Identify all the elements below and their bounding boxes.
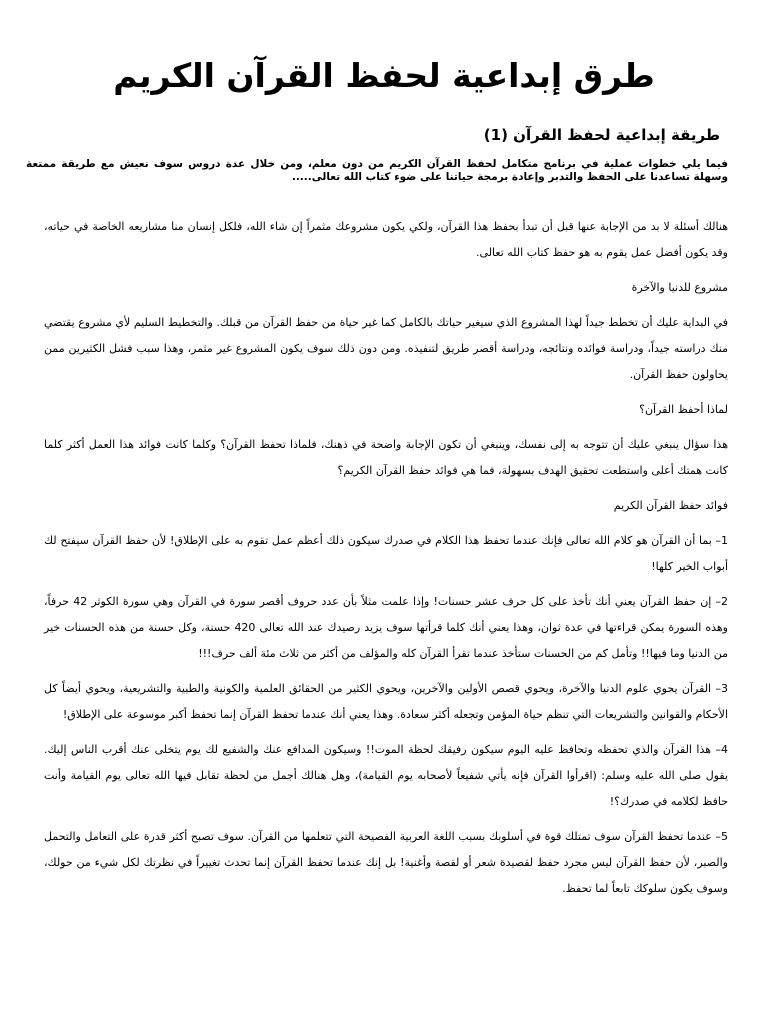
body-paragraph: هذا سؤال ينبغي عليك أن تتوجه به إلى نفسك، وينبغي أن تكون الإجابة واضحة في ذهنك، فلماذا تحفظ القرآن؟ وكلما كانت فوائد هذا العمل أكثر كلما كانت همتك أعلى واستطعت تحقيق الهدف بسهولة، فما هي فوائد حفظ القرآن الكريم؟ [44, 438, 728, 477]
section-heading: فوائد حفظ القرآن الكريم [613, 499, 728, 512]
section-subtitle: طريقة إبداعية لحفظ القرآن (1) [483, 126, 720, 144]
benefit-item: 5– عندما تحفظ القرآن سوف تمتلك قوة في أسلوبك بسبب اللغة العربية الفصيحة التي تتعلمها من القرآن. سوف تصبح أكثر قدرة على التعامل والتحمل والصبر، لأن حفظ القرآن ليس مجرد حفظ لقصيدة شعر أو لقصة وأغنية! بل إنك عندما تحفظ القرآن إنما تحدث تغييراً في نظرتك لكل شيء من حولك، وسوف يكون سلوكك تابعاً لما تحفظ. [44, 830, 728, 895]
intro-paragraph: فيما يلي خطوات عملية في برنامج متكامل لحفظ القرآن الكريم من دون معلم، ومن خلال عدة دروس سوف نعيش مع طريقة ممتعة وسهلة تساعدنا على الحفظ والتدبر وإعادة برمجة حياتنا على ضوء كتاب الله تعالى..... [26, 158, 728, 183]
benefit-item: 4– هذا القرآن والذي تحفظه وتحافظ عليه اليوم سيكون رفيقك لحظة الموت!! وسيكون المدافع عنك والشفيع لك يوم يتخلى عنك أقرب الناس إليك. يقول صلى الله عليه وسلم: (اقرأوا القرآن فإنه يأتي شفيعاً لأصحابه يوم القيامة)، وهل هنالك أجمل من لحظة تقابل فيها الله تعالى يوم القيامة وأنت حافظ لكلامه في صدرك؟! [44, 743, 728, 808]
benefit-item: 3– القرآن يحوي علوم الدنيا والآخرة، ويحوي قصص الأولين والآخرين، ويحوي الكثير من الحقائق العلمية والكونية والطبية والتشريعية، ويحوي أيضاً كل الأحكام والقوانين والتشريعات التي تنظم حياة المؤمن وتجعله أكثر سعادة. وهذا يعني أنك عندما تحفظ القرآن إنما تحفظ أكبر موسوعة على الإطلاق! [44, 682, 728, 721]
benefit-item: 1– بما أن القرآن هو كلام الله تعالى فإنك عندما تحفظ هذا الكلام في صدرك سيكون ذلك أعظم عمل تقوم به على الإطلاق! لأن حفظ القرآن سيفتح لك أبواب الخير كلها! [44, 534, 728, 573]
body-paragraph: في البداية عليك أن تخطط جيداً لهذا المشروع الذي سيغير حياتك بالكامل كما غير حياة من حفظ القرآن من قبلك. والتخطيط السليم لأي مشروع يقتضي منك دراسته جيداً، ودراسة فوائده ونتائجه، ودراسة أقصر طريق لتنفيذه. ومن دون ذلك سوف يكون المشروع غير مثمر، وهذا سبب فشل الكثيرين ممن يحاولون حفظ القرآن. [44, 316, 728, 381]
benefit-item: 2– إن حفظ القرآن يعني أنك تأخذ على كل حرف عشر حسنات! وإذا علمت مثلاً بأن عدد حروف أقصر سورة في القرآن وهي سورة الكوثر 42 حرفاً، وهذه السورة يمكن قراءتها في عدة ثوان، وهذا يعني أنك كلما قرأتها سوف يزيد رصيدك عند الله تعالى 420 حسنة، وكل حسنة من هذه الحسنات خير من الدنيا وما فيها!! وتأمل كم من الحسنات ستأخذ عندما تقرأ القرآن كله والمؤلف من أكثر من ثلاث مئة ألف حرف!!! [44, 595, 729, 660]
document-title: طرق إبداعية لحفظ القرآن الكريم [113, 56, 655, 95]
section-heading: مشروع للدنيا والآخرة [631, 281, 728, 294]
body-paragraph: هنالك أسئلة لا بد من الإجابة عنها قبل أن تبدأ بحفظ هذا القرآن، ولكي يكون مشروعك مثمراً إن شاء الله، فلكل إنسان منا مشاريعه الخاصة في حياته، وقد يكون أفضل عمل يقوم به هو حفظ كتاب الله تعالى. [44, 220, 728, 259]
section-heading: لماذا أحفظ القرآن؟ [639, 403, 728, 416]
document-body [44, 214, 728, 911]
